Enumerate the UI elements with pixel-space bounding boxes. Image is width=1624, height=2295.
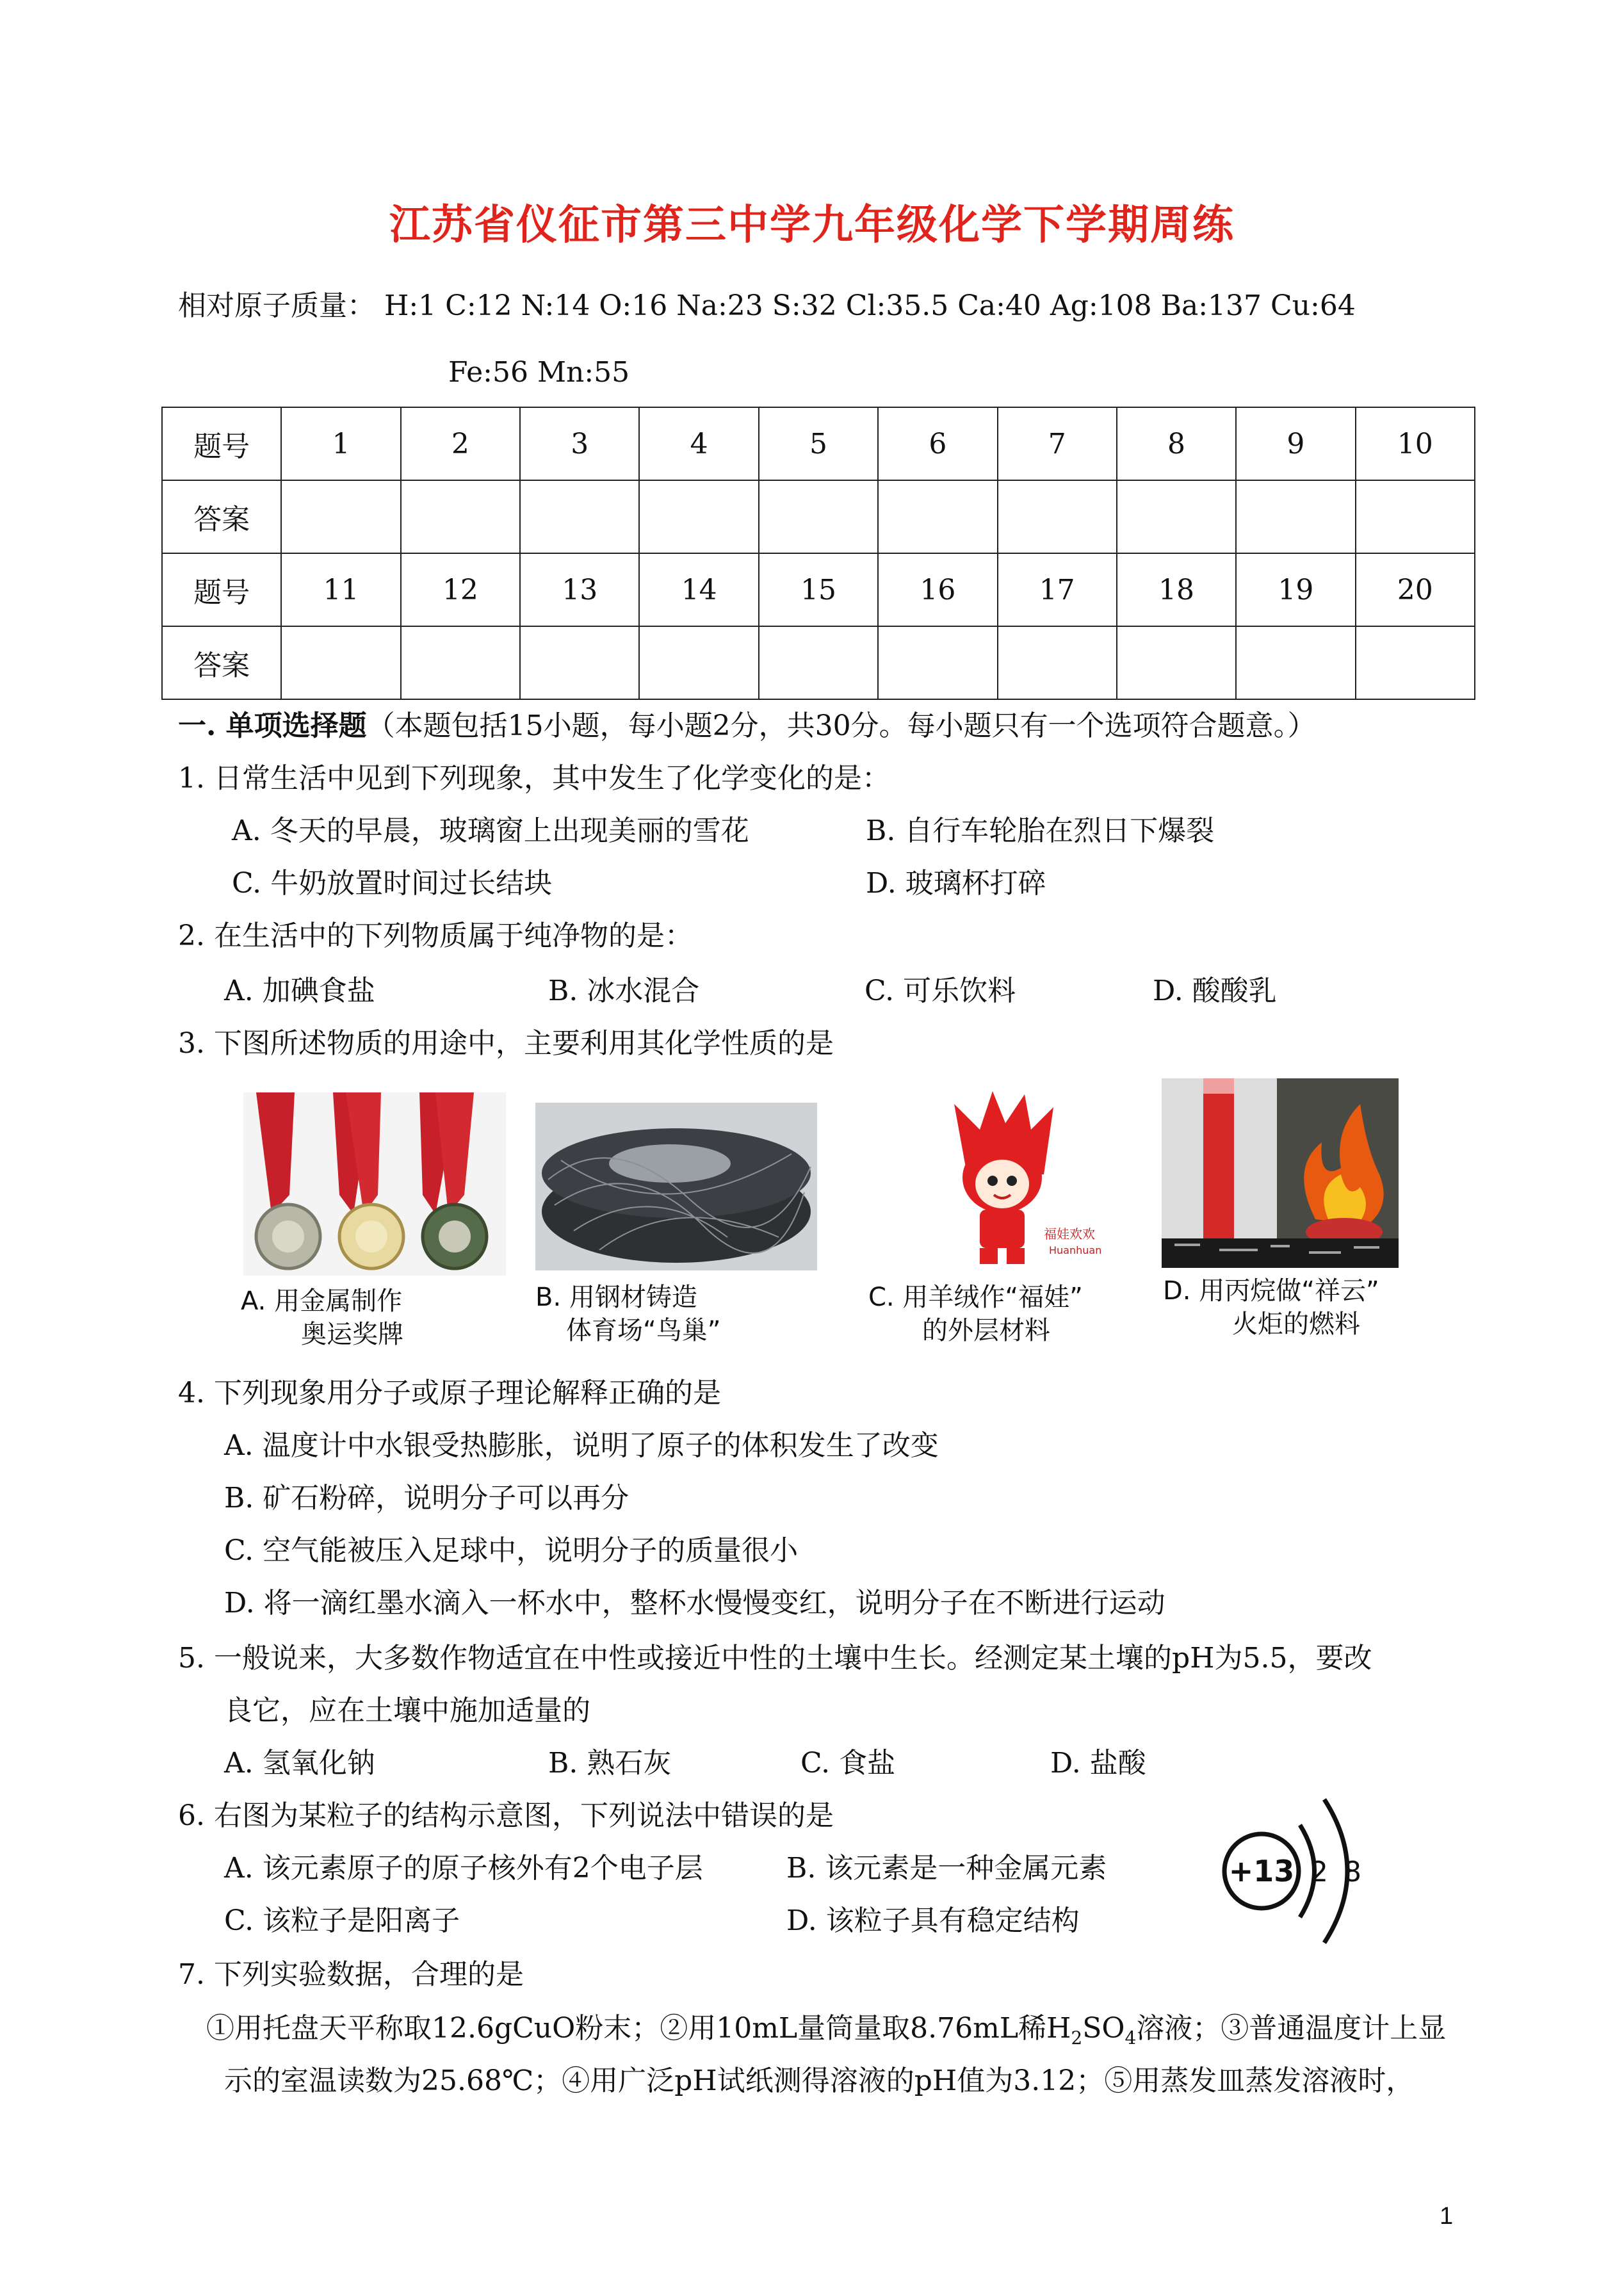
answer-cell[interactable] [1356, 626, 1475, 699]
answer-cell[interactable] [998, 626, 1117, 699]
q3-caption-c-2: 的外层材料 [922, 1316, 1050, 1345]
question-number-cell: 11 [281, 553, 400, 626]
table-row-question-numbers-1 [162, 407, 1475, 480]
question-number-cell: 14 [639, 553, 758, 626]
q4-stem: 4. 下列现象用分子或原子理论解释正确的是 [178, 1377, 721, 1409]
q6-option-a: A. 该元素原子的原子核外有2个电子层 [224, 1852, 703, 1885]
q1-option-d: D. 玻璃杯打碎 [866, 867, 1046, 900]
birds-nest-stadium-image [535, 1103, 817, 1270]
fuwa-label-en: Huanhuan [1049, 1244, 1102, 1256]
answer-cell[interactable] [1236, 626, 1355, 699]
q7-line-2: 示的室温读数为25.68℃；④用广泛pH试纸测得溶液的pH值为3.12；⑤用蒸发皿蒸发溶液时， [224, 2064, 1415, 2097]
atomic-mass-line-2: Fe:56 Mn:55 [448, 356, 630, 389]
section-heading [178, 707, 1316, 745]
question-number-cell: 13 [520, 553, 639, 626]
table-header-cell: 题号 [162, 553, 281, 626]
answer-cell[interactable] [1236, 480, 1355, 553]
olympic-medals-image [243, 1092, 506, 1276]
question-number-cell: 2 [401, 407, 520, 480]
answer-cell[interactable] [1117, 626, 1236, 699]
q1-option-c: C. 牛奶放置时间过长结块 [232, 867, 553, 900]
question-number-cell: 3 [520, 407, 639, 480]
section-heading-rest: （本题包括15小题，每小题2分，共30分。每小题只有一个选项符合题意。） [366, 710, 1316, 742]
q7-sub-2: 4 [1125, 2027, 1137, 2048]
q1-option-b: B. 自行车轮胎在烈日下爆裂 [866, 815, 1215, 847]
answer-cell[interactable] [281, 626, 400, 699]
q3-caption-d-1: D. 用丙烷做“祥云” [1163, 1276, 1379, 1306]
answer-cell[interactable] [998, 480, 1117, 553]
fuwa-label: 福娃欢欢 [1044, 1226, 1095, 1242]
table-row-answers-2 [162, 626, 1475, 699]
electron-count-2: 8 [1344, 1856, 1361, 1888]
q5-option-c: C. 食盐 [800, 1747, 896, 1780]
q5-option-b: B. 熟石灰 [548, 1747, 672, 1780]
q4-option-b: B. 矿石粉碎，说明分子可以再分 [224, 1482, 629, 1514]
q7-line-1-part-a: ①用托盘天平称取12.6gCuO粉末；②用10mL量筒量取8.76mL稀H [206, 2012, 1071, 2045]
q3-caption-a-2: 奥运奖牌 [301, 1320, 403, 1349]
q6-option-b: B. 该元素是一种金属元素 [786, 1852, 1107, 1885]
q7-line-1 [206, 2009, 1446, 2057]
q4-option-d: D. 将一滴红墨水滴入一杯水中，整杯水慢慢变红，说明分子在不断进行运动 [224, 1587, 1165, 1619]
q3-caption-b-1: B. 用钢材铸造 [535, 1283, 697, 1312]
question-number-cell: 18 [1117, 553, 1236, 626]
question-number-cell: 7 [998, 407, 1117, 480]
q5-option-a: A. 氢氧化钠 [224, 1747, 375, 1780]
q7-line-1-part-c: 溶液；③普通温度计上显 [1136, 2012, 1447, 2045]
atom-structure-diagram [1217, 1774, 1377, 1966]
answer-cell[interactable] [401, 626, 520, 699]
question-number-cell: 20 [1356, 553, 1475, 626]
q7-sub-1: 2 [1071, 2027, 1083, 2048]
q3-stem: 3. 下图所述物质的用途中，主要利用其化学性质的是 [178, 1027, 834, 1060]
electron-count-1: 2 [1310, 1856, 1328, 1888]
q2-option-b: B. 冰水混合 [548, 975, 700, 1007]
answer-cell[interactable] [878, 626, 997, 699]
question-number-cell: 1 [281, 407, 400, 480]
answer-cell[interactable] [639, 480, 758, 553]
q5-option-d: D. 盐酸 [1050, 1747, 1146, 1780]
question-number-cell: 4 [639, 407, 758, 480]
q7-stem: 7. 下列实验数据，合理的是 [178, 1958, 524, 1991]
q3-caption-d-2: 火炬的燃料 [1232, 1310, 1360, 1339]
answer-cell[interactable] [520, 480, 639, 553]
question-number-cell: 19 [1236, 553, 1355, 626]
q5-stem-1: 5. 一般说来，大多数作物适宜在中性或接近中性的土壤中生长。经测定某土壤的pH为5.5，要改 [178, 1642, 1372, 1675]
answer-cell[interactable] [759, 480, 878, 553]
answer-cell[interactable] [878, 480, 997, 553]
question-number-cell: 12 [401, 553, 520, 626]
q2-option-d: D. 酸酸乳 [1153, 975, 1277, 1007]
xiangyun-torch-image [1162, 1078, 1399, 1268]
table-header-cell: 题号 [162, 407, 281, 480]
atomic-mass-line-1: 相对原子质量： H:1 C:12 N:14 O:16 Na:23 S:32 Cl:35.5 Ca:40 Ag:108 Ba:137 Cu:64 [178, 289, 1356, 322]
answer-cell[interactable] [401, 480, 520, 553]
fuwa-huanhuan-image [897, 1085, 1108, 1270]
answer-table [161, 407, 1475, 700]
q6-option-d: D. 该粒子具有稳定结构 [786, 1904, 1080, 1937]
question-number-cell: 8 [1117, 407, 1236, 480]
q6-option-c: C. 该粒子是阳离子 [224, 1904, 460, 1937]
question-number-cell: 16 [878, 553, 997, 626]
q1-stem: 1. 日常生活中见到下列现象，其中发生了化学变化的是： [178, 762, 890, 795]
q1-option-a: A. 冬天的早晨，玻璃窗上出现美丽的雪花 [232, 815, 749, 847]
q2-stem: 2. 在生活中的下列物质属于纯净物的是： [178, 920, 693, 952]
q2-option-c: C. 可乐饮料 [865, 975, 1016, 1007]
q3-caption-c-1: C. 用羊绒作“福娃” [868, 1283, 1083, 1312]
q7-line-1-part-b: SO [1082, 2012, 1125, 2045]
question-number-cell: 15 [759, 553, 878, 626]
q6-stem: 6. 右图为某粒子的结构示意图，下列说法中错误的是 [178, 1799, 834, 1832]
q5-stem-2: 良它，应在土壤中施加适量的 [224, 1694, 590, 1727]
section-heading-bold: 一. 单项选择题 [178, 710, 367, 742]
answer-cell[interactable] [639, 626, 758, 699]
answer-cell[interactable] [281, 480, 400, 553]
table-row-answers-1 [162, 480, 1475, 553]
question-number-cell: 6 [878, 407, 997, 480]
table-header-cell: 答案 [162, 626, 281, 699]
question-number-cell: 9 [1236, 407, 1355, 480]
document-title: 江苏省仪征市第三中学九年级化学下学期周练 [389, 201, 1235, 249]
question-number-cell: 10 [1356, 407, 1475, 480]
answer-cell[interactable] [1117, 480, 1236, 553]
nucleus-charge: +13 [1228, 1854, 1295, 1888]
page-number: 1 [1440, 2203, 1454, 2230]
table-row-question-numbers-2 [162, 553, 1475, 626]
table-header-cell: 答案 [162, 480, 281, 553]
question-number-cell: 5 [759, 407, 878, 480]
q4-option-a: A. 温度计中水银受热膨胀，说明了原子的体积发生了改变 [224, 1429, 939, 1462]
answer-cell[interactable] [759, 626, 878, 699]
q4-option-c: C. 空气能被压入足球中，说明分子的质量很小 [224, 1534, 799, 1567]
question-number-cell: 17 [998, 553, 1117, 626]
q2-option-a: A. 加碘食盐 [224, 975, 375, 1007]
q3-caption-b-2: 体育场“鸟巢” [566, 1316, 721, 1345]
answer-cell[interactable] [1356, 480, 1475, 553]
q3-caption-a-1: A. 用金属制作 [241, 1286, 403, 1316]
answer-cell[interactable] [520, 626, 639, 699]
